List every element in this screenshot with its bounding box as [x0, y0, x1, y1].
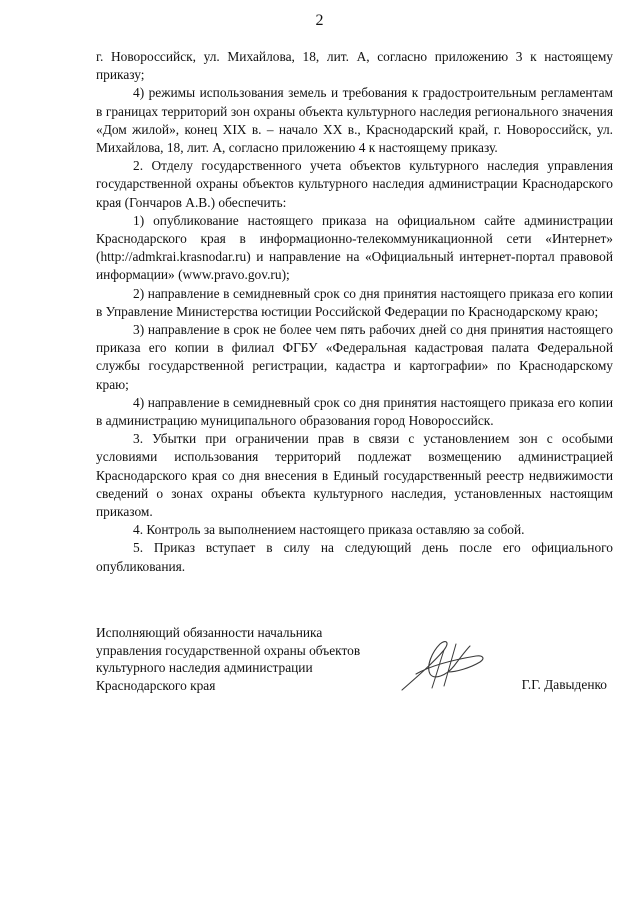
- signatory-title-line: культурного наследия администрации: [96, 660, 313, 675]
- signature-block: [96, 624, 613, 704]
- paragraph-5: 2) направление в семидневный срок со дня принятия настоящего приказа его копии в Управление Министерства юстиции Российской Федерации по Краснодарскому краю;: [96, 285, 613, 319]
- paragraph-3: 2. Отделу государственного учета объектов культурного наследия управления государственной охраны объектов культурного наследия администрации Краснодарского края (Гончаров А.В.) обеспечить:: [96, 158, 613, 210]
- signatory-title: [96, 624, 416, 694]
- paragraph-2: 4) режимы использования земель и требования к градостроительным регламентам в границах территорий зон охраны объекта культурного наследия регионального значения «Дом жилой», конец XIX в. – начало XX в., Краснодарский край, г. Новороссийск, ул. Михайлова, 18, лит. А, согласно приложению 4 к настоящему приказу.: [96, 85, 613, 156]
- signatory-name: Г.Г. Давыденко: [521, 677, 607, 692]
- document-body: [96, 48, 613, 576]
- signatory-title-line: Исполняющий обязанности начальника: [96, 625, 323, 640]
- paragraph-7: 4) направление в семидневный срок со дня принятия настоящего приказа его копии в администрацию муниципального образования город Новороссийск.: [96, 394, 613, 429]
- paragraph-8: 3. Убытки при ограничении прав в связи с установлением зон с особыми условиями использования территорий подлежат возмещению администрацией Краснодарского края со дня внесения в Единый государственный реестр недвижимости сведений о зонах охраны объекта культурного наследия, установленных настоящим приказом.: [96, 431, 613, 520]
- paragraph-6: 3) направление в срок не более чем пять рабочих дней со дня принятия настоящего приказа его копии в филиал ФГБУ «Федеральная кадастровая палата Федеральной службы государственной регистрации, кадастра и картографии» по Краснодарскому краю;: [96, 322, 613, 392]
- signatory-title-line: Краснодарского края: [96, 677, 216, 693]
- page-number: 2: [315, 12, 324, 29]
- paragraph-10: 5. Приказ вступает в силу на следующий день после его официального опубликования.: [96, 540, 613, 574]
- paragraph-4: 1) опубликование настоящего приказа на официальном сайте администрации Краснодарского края в информационно-телекоммуникационной сети «Интернет» (http://admkrai.krasnodar.ru) и направление на «Официальный интернет-портал правовой информации» (www.pravo.gov.ru);: [96, 212, 613, 283]
- paragraph-9: 4. Контроль за выполнением настоящего приказа оставляю за собой.: [133, 522, 525, 538]
- signatory-title-line: управления государственной охраны объектов: [96, 642, 361, 658]
- paragraph-1: г. Новороссийск, ул. Михайлова, 18, лит. А, согласно приложению 3 к настоящему приказу;: [96, 49, 613, 83]
- handwritten-signature: [396, 636, 491, 696]
